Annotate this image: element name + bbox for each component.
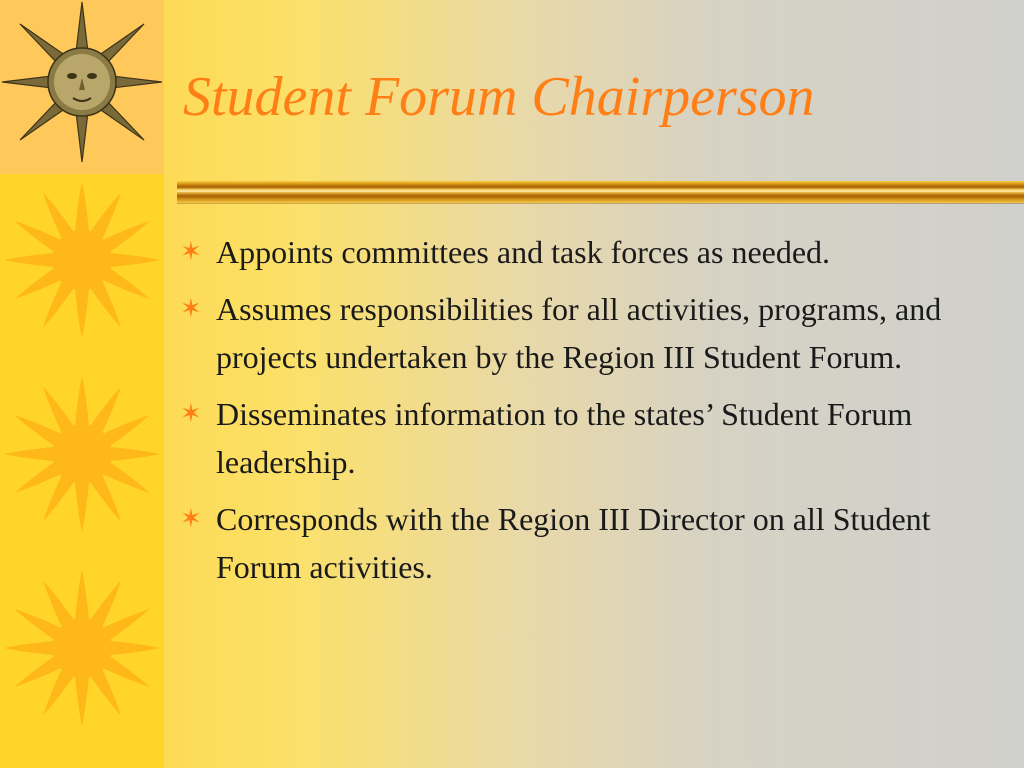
sun-face-icon [0, 0, 164, 174]
star-bullet-icon: ✶ [180, 237, 202, 266]
slide-title: Student Forum Chairperson [183, 66, 815, 128]
bullet-text: Appoints committees and task forces as needed. [216, 234, 831, 270]
bullet-item [180, 285, 1010, 381]
bullet-item [180, 228, 1010, 276]
bullet-item [180, 495, 1010, 591]
star-bullet-icon: ✶ [180, 294, 202, 323]
title-divider [177, 181, 1024, 203]
bullet-list [180, 228, 1010, 600]
star-bullet-icon: ✶ [180, 504, 202, 533]
sun-icon [0, 566, 164, 730]
star-bullet-icon: ✶ [180, 399, 202, 428]
bullet-text: Disseminates information to the states’ Student Forum leadership. [216, 396, 913, 480]
bullet-text: Corresponds with the Region III Director on all Student Forum activities. [216, 501, 931, 585]
bullet-item [180, 390, 1010, 486]
sun-face-tile [0, 0, 164, 174]
bullet-text: Assumes responsibilities for all activities, programs, and projects undertaken by the Region III Student Forum. [216, 291, 942, 375]
decorative-sidebar [0, 0, 164, 768]
sun-icon [0, 372, 164, 536]
sun-icon [0, 178, 164, 342]
